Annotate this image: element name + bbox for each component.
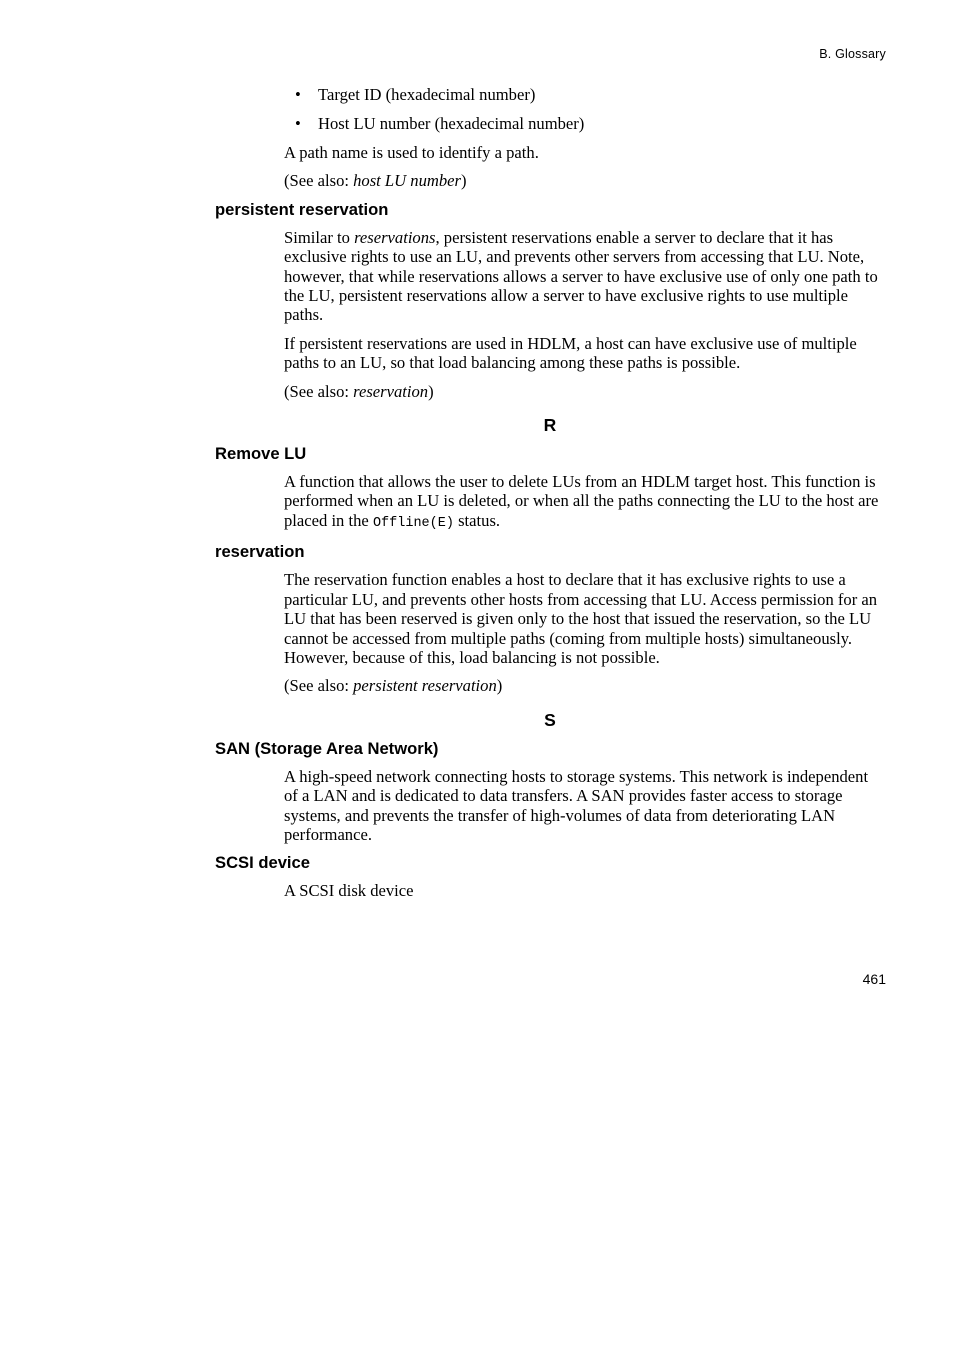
term-scsi-device: SCSI device — [215, 853, 311, 873]
term-reservation: reservation — [215, 542, 305, 562]
see-also-suffix: ) — [461, 171, 467, 191]
see-also-term: host LU number — [353, 171, 461, 191]
san-paragraph — [284, 767, 885, 845]
see-also-suffix: ) — [496, 676, 503, 696]
glossary-content — [215, 85, 885, 910]
paragraph-text: The reservation function enables a host to declare that it has exclusive rights to use a particular LU, and prevents other hosts from accessing that LU. Access permission for an LU that has been reserved is given only to the host that issued the reservation, so the LU cannot be accessed from multiple paths (coming from multiple hosts) simultaneously. However, because of this, load balancing is not possible. — [284, 570, 878, 667]
see-also-host-lu-number — [284, 171, 885, 190]
paragraph-text: A high-speed network connecting hosts to storage systems. This network is independent of a LAN and is dedicated to data transfers. A SAN provides faster access to storage systems, and prevents the transfer of high-volumes of data from deteriorating LAN performance. — [284, 766, 869, 844]
list-item — [293, 114, 885, 133]
see-also-prefix: (See also: — [284, 171, 354, 191]
paragraph-text: A function that allows the user to delete LUs from an HDLM target host. This function is performed when an LU is deleted, or when all the paths connecting the LU to the host are placed in the — [284, 472, 879, 530]
term-persistent-reservation: persistent reservation — [215, 199, 389, 219]
bullet-icon: • — [295, 114, 301, 133]
bullet-icon: • — [295, 85, 301, 104]
page-number: 461 — [862, 971, 886, 987]
list-item-text: Target ID (hexadecimal number) — [318, 85, 536, 104]
list-item — [293, 85, 885, 104]
see-also-term: reservation — [353, 381, 429, 401]
persistent-reservation-paragraph-2 — [284, 334, 885, 373]
term-san: SAN (Storage Area Network) — [215, 738, 439, 758]
see-also-prefix: (See also: — [284, 676, 354, 696]
running-header: B. Glossary — [819, 47, 886, 61]
see-also-suffix: ) — [428, 381, 434, 401]
see-also-prefix: (See also: — [284, 381, 354, 401]
status-code: Offline(E) — [372, 515, 454, 531]
reservation-paragraph — [284, 570, 885, 667]
term-remove-lu: Remove LU — [215, 444, 307, 464]
italic-term: reservations — [354, 227, 436, 247]
paragraph-text: , persistent reservations enable a server to declare that it has exclusive rights to use an LU, and prevents other servers from accessing that LU. Note, however, that while reservations allows a server to have exclusive use of only one path to the LU, persistent reservations allow a server to have exclusive rights to use multiple paths. — [284, 227, 878, 325]
paragraph-text: status. — [453, 510, 501, 530]
see-also-term: persistent reservation — [353, 676, 497, 696]
scsi-device-paragraph — [284, 881, 885, 900]
list-item-text: Host LU number (hexadecimal number) — [318, 114, 585, 133]
section-letter-s: S — [544, 709, 556, 730]
paragraph-text: If persistent reservations are used in HDLM, a host can have exclusive use of multiple paths to an LU, so that load balancing among these paths is possible. — [284, 333, 857, 373]
paragraph-text: Similar to — [284, 227, 355, 247]
persistent-reservation-paragraph-1 — [284, 228, 885, 325]
paragraph-text: A path name is used to identify a path. — [284, 143, 539, 162]
path-name-paragraph — [284, 143, 885, 162]
see-also-persistent-reservation — [284, 676, 885, 695]
section-letter-r: R — [543, 415, 557, 436]
see-also-reservation — [284, 382, 885, 401]
bullet-list — [215, 85, 885, 133]
paragraph-text: A SCSI disk device — [284, 881, 414, 901]
remove-lu-paragraph — [284, 472, 885, 533]
